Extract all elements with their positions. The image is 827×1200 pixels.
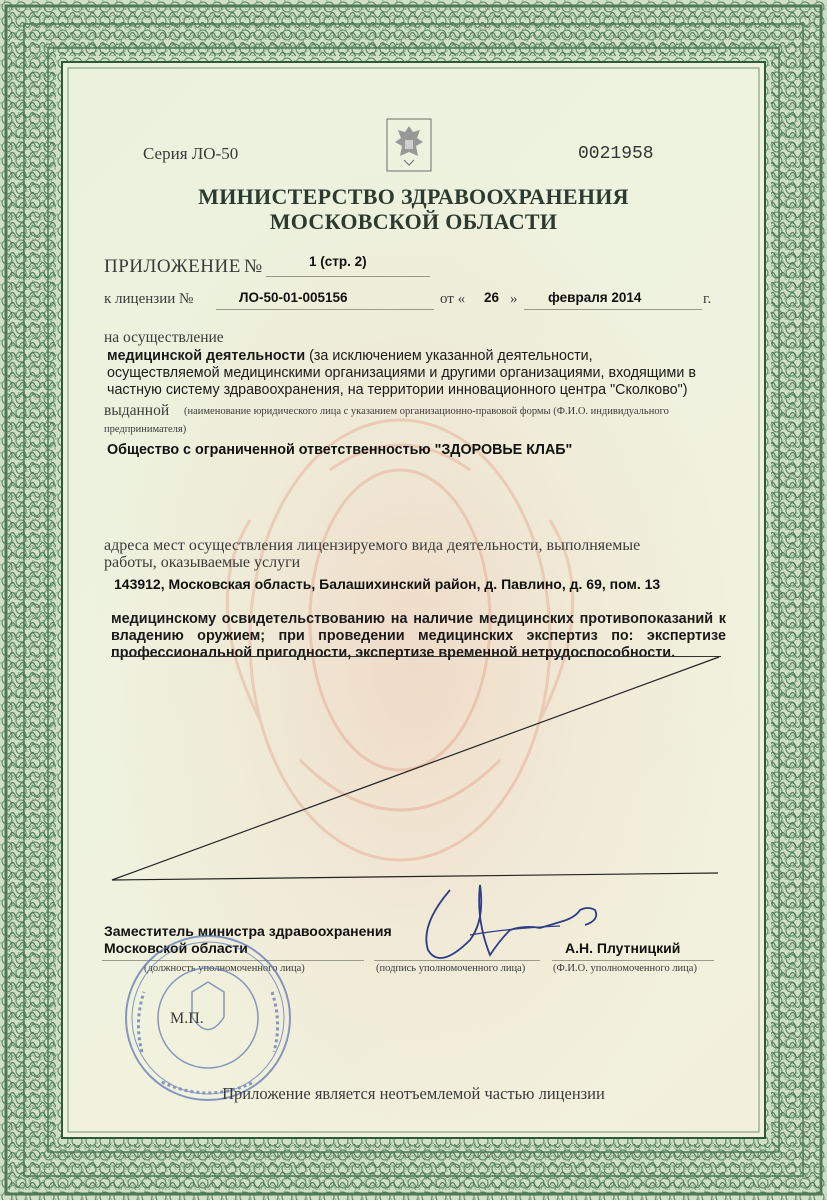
name-hint: (Ф.И.О. уполномоченного лица) (553, 963, 697, 974)
activity-bold: медицинской деятельности (107, 348, 306, 364)
form-number: 0021958 (578, 144, 654, 164)
activity-address: 143912, Московская область, Балашихинский район, д. Павлино, д. 69, пом. 13 (114, 576, 661, 592)
license-day: 26 (484, 290, 500, 305)
series-label: Серия ЛО-50 (143, 144, 239, 163)
activity-label: на осуществление (104, 329, 224, 346)
issued-hint-line1: (наименование юридического лица с указанием организационно-правовой формы (Ф.И.О. индивидуального (184, 406, 669, 417)
appendix-number: 1 (стр. 2) (309, 254, 367, 269)
activity-line2: осуществляемой медицинскими организациями и другими организациями, входящими в (107, 365, 696, 381)
date-close-quote: » (510, 291, 518, 307)
ministry-title-line2: МОСКОВСКОЙ ОБЛАСТИ (269, 209, 558, 234)
stamp-place-label: М.П. (170, 1010, 204, 1027)
activity-line1: (за исключением указанной деятельности, (305, 348, 593, 364)
license-month-year: февраля 2014 (548, 290, 642, 305)
signatory-position-line1: Заместитель министра здравоохранения (104, 923, 392, 939)
ministry-title-line1: МИНИСТЕРСТВО ЗДРАВООХРАНЕНИЯ (198, 184, 629, 209)
addresses-label-line1: адреса мест осуществления лицензируемого вида деятельности, выполняемые (104, 537, 641, 554)
license-prefix: к лицензии № (104, 291, 194, 307)
organization-name: Общество с ограниченной ответственностью "ЗДОРОВЬЕ КЛАБ" (107, 442, 573, 458)
position-hint: (должность уполномоченного лица) (144, 963, 305, 974)
year-suffix: г. (703, 291, 712, 307)
services-line3: профессиональной пригодности, экспертизе временной нетрудоспособности. (111, 645, 676, 661)
handwritten-signature (410, 880, 620, 970)
issued-label: выданной (104, 402, 170, 419)
services-line2: владению оружием; при проведении медицинских экспертиз по: экспертизе (111, 628, 726, 644)
signatory-name: А.Н. Плутницкий (565, 940, 681, 956)
date-open-quote: от « (440, 291, 466, 307)
license-number: ЛО-50-01-005156 (239, 290, 348, 305)
appendix-number-sign: № (244, 256, 263, 277)
appendix-label: ПРИЛОЖЕНИЕ (104, 256, 241, 277)
addresses-label-line2: работы, оказываемые услуги (104, 554, 301, 571)
official-seal-stamp (122, 932, 294, 1104)
signature-hint: (подпись уполномоченного лица) (376, 963, 526, 974)
signatory-position-line2: Московской области (104, 940, 248, 956)
activity-line3: частную систему здравоохранения, на территории инновационного центра "Сколково") (107, 382, 688, 398)
footer-note: Приложение является неотъемлемой частью лицензии (222, 1084, 605, 1103)
services-line1: медицинскому освидетельствованию на наличие медицинских противопоказаний к (111, 611, 726, 627)
issued-hint-line2: предпринимателя) (104, 424, 187, 435)
